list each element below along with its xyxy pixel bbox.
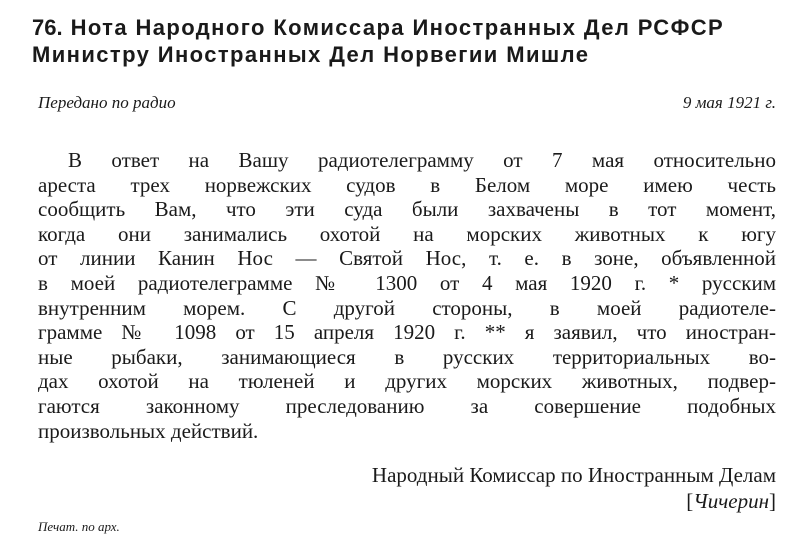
document-heading [32,14,777,68]
signature-block [372,462,776,514]
body-line: В ответ на Вашу радиотелеграмму от 7 мая относительно [68,148,776,172]
body-line: грамме № 1098 от 15 апреля 1920 г. ** я заявил, что иностран- [38,320,776,345]
body-line: произвольных действий. [38,418,259,443]
body-line: в моей радиотелеграмме № 1300 от 4 мая 1920 г. * русским [38,270,776,295]
heading-line-2: Министру Иностранных Дел Норвегии Мишле [32,42,590,67]
source-note: Печат. по арх. [38,519,120,534]
transmission-note: Передано по радио [38,93,176,112]
body-line: гаются законному преследованию за совершение подобных [38,393,776,418]
body-line: от линии Канин Нос — Святой Нос, т. е. в зоне, объявленной [38,246,776,271]
heading-title-part-1: Нота Народного Комиссара Иностранных Дел РСФСР [70,15,725,40]
body-line: сообщить Вам, что эти суда были захвачены в тот момент, [38,197,776,222]
body-line: когда они занимались охотой на морских животных к югу [38,221,776,246]
bracket-open: [ [686,489,694,513]
heading-line-1 [32,14,777,41]
body-line: внутренним морем. С другой стороны, в моей радиотеле- [38,295,776,320]
document-date: 9 мая 1921 г. [682,93,776,112]
signature-name-line [372,488,776,514]
document-number: 76. [32,15,63,40]
signature-title: Народный Комиссар по Иностранным Делам [371,463,776,487]
signature-name: Чичерин [693,489,769,513]
body-line: ареста трех норвежских судов в Белом море имею честь [38,172,776,197]
document-body [38,148,776,443]
body-line: ные рыбаки, занимающиеся в русских территориальных во- [38,344,776,369]
bracket-close: ] [769,489,776,513]
body-line: дах охотой на тюленей и других морских животных, подвер- [38,369,776,394]
